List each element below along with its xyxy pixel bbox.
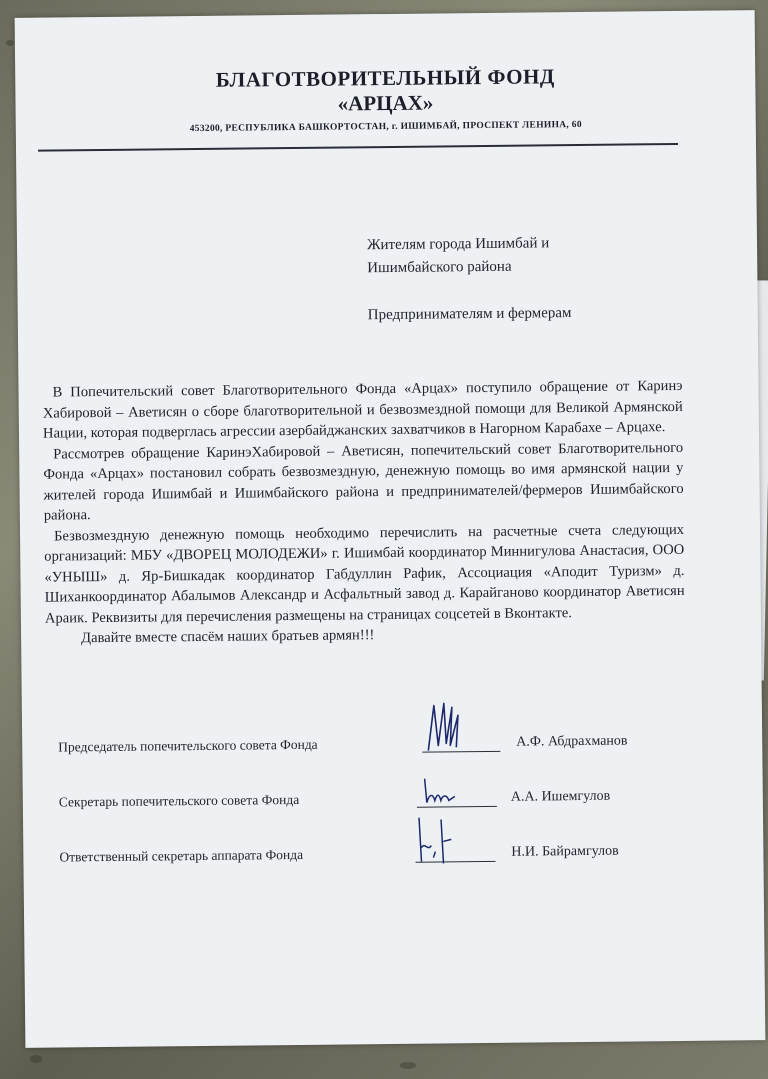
- signatory-name: А.Ф. Абдрахманов: [516, 733, 628, 750]
- signatory-role: Ответственный секретарь аппарата Фонда: [59, 846, 304, 865]
- handwritten-signature: [413, 811, 464, 868]
- wall-speck: [30, 1055, 42, 1063]
- signature-row: [59, 843, 699, 865]
- addressee-line: Жителям города Ишимбай и: [366, 235, 550, 254]
- letter-sheet: [15, 10, 766, 1048]
- org-name: БЛАГОТВОРИТЕЛЬНЫЙ ФОНД: [215, 64, 555, 92]
- signatory-name: А.А. Ишемгулов: [510, 788, 611, 805]
- handwritten-signature: [420, 695, 471, 756]
- header-divider: [38, 143, 678, 151]
- closing-line: Давайте вместе спасём наших братьев армян!!!: [81, 627, 375, 647]
- addressee-block: [367, 231, 708, 328]
- body-paragraph: Рассмотрев обращение КаринэХабировой – Аветисян, попечительский совет Благотворительного Фонда «Арцах» постановил собрать безвозмездную, денежную помощь во имя армянской нации у жителей города Ишимбай и Ишимбайского района и предпринимателей/фермеров Ишимбайского района.: [43, 439, 684, 524]
- body-paragraph: В Попечительский совет Благотворительного Фонда «Арцах» поступило обращение от Каринэ Хабировой – Аветисян о сборе благотворительной и безвозмездной помощи для Великой Армянской Нации, которая подверглась агрессии азербайджанских захватчиков в Нагорном Карабахе – Арцахе.: [42, 377, 683, 442]
- addressee-line: Предпринимателям и фермерам: [367, 305, 572, 324]
- wall-speck: [400, 1062, 416, 1069]
- signatory-role: Секретарь попечительского совета Фонда: [58, 791, 300, 810]
- handwritten-signature: [419, 774, 469, 809]
- signature-row: [58, 788, 699, 810]
- addressee-line: Ишимбайского района: [367, 258, 512, 277]
- signatory-role: Председатель попечительского совета Фонда: [58, 736, 318, 755]
- wall-speck: [6, 40, 14, 46]
- signature-row: [58, 733, 698, 755]
- letterhead: [15, 62, 756, 136]
- body-paragraph: Безвозмездную денежную помощь необходимо перечислить на расчетные счета следующих организаций: МБУ «ДВОРЕЦ МОЛОДЕЖИ» г. Ишимбай координатор Миннигулова Анастасия, ООО «УНЫШ» д. Яр-Бишкадак координатор Габдуллин Рафик, Ассоциация «Аподит Туризм» д. Шиханкоординатор Абалымов Александр и Асфальтный завод д. Карайганово координатор Аветисян Араик. Реквизиты для перечисления размещены на страницах соцсетей в Вконтакте.: [44, 521, 685, 627]
- letter-body: [42, 376, 685, 649]
- org-name-quoted: «АРЦАХ»: [337, 90, 434, 116]
- signatory-name: Н.И. Байрамгулов: [511, 843, 619, 860]
- org-address: 453200, РЕСПУБЛИКА БАШКОРТОСТАН, г. ИШИМБАЙ, ПРОСПЕКТ ЛЕНИНА, 60: [189, 119, 582, 135]
